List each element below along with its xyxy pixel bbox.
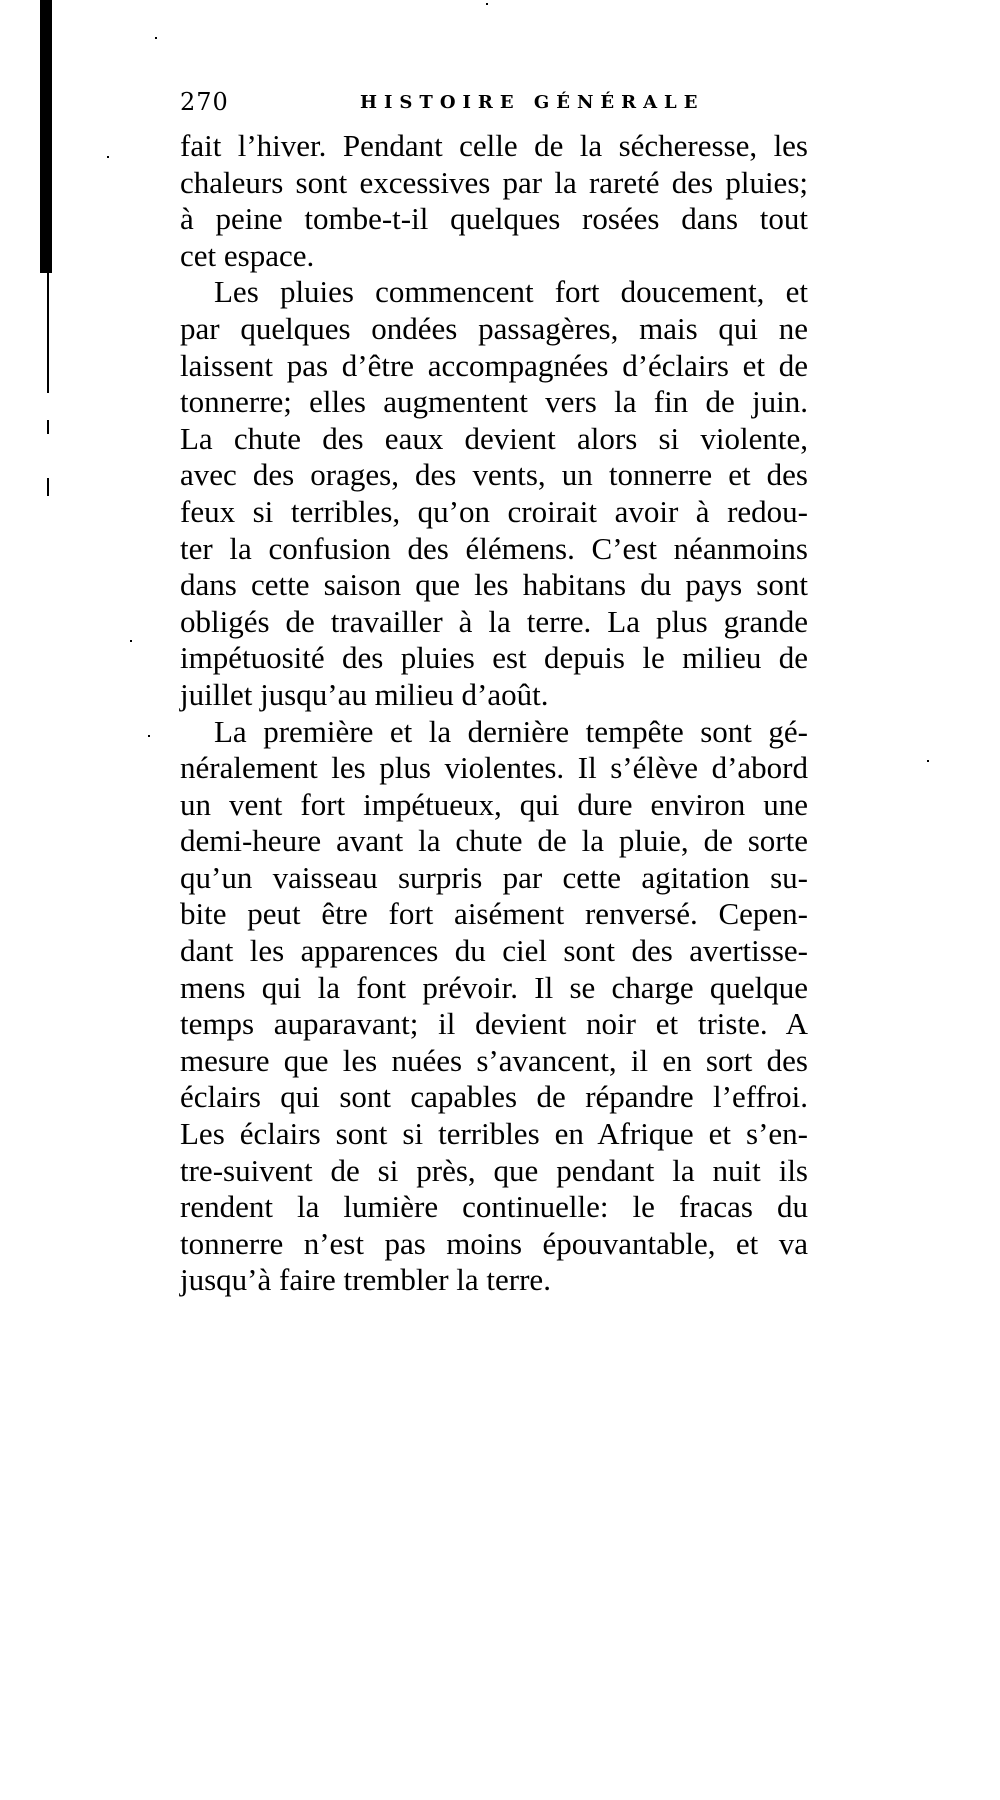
text-line: cet espace.	[180, 237, 315, 273]
text-line: juillet jusqu’au milieu d’août.	[180, 676, 549, 712]
text-line: impétuosité des pluies est depuis le milieu de	[180, 640, 808, 676]
scan-edge-dash	[47, 478, 49, 496]
text-line: feux si terribles, qu’on croirait avoir à redou-	[180, 493, 808, 529]
paragraph	[180, 128, 808, 274]
page-number: 270	[180, 88, 229, 116]
text-line: par quelques ondées passagères, mais qui ne	[180, 310, 808, 346]
text-line: laissent pas d’être accompagnées d’éclairs et de	[180, 347, 808, 383]
text-line: fait l’hiver. Pendant celle de la sécheresse, les	[180, 128, 808, 163]
text-line: un vent fort impétueux, qui dure environ une	[180, 786, 808, 822]
text-line: mesure que les nuées s’avancent, il en sort des	[180, 1042, 808, 1078]
text-line: demi-heure avant la chute de la pluie, de sorte	[180, 823, 808, 859]
text-line: bite peut être fort aisément renversé. Cepen-	[180, 896, 808, 932]
scan-speck	[107, 156, 109, 158]
text-line: dans cette saison que les habitans du pays sont	[180, 567, 808, 603]
scan-speck	[148, 735, 150, 737]
body-text	[180, 128, 808, 1299]
scan-edge-bar	[40, 0, 52, 273]
text-line: qu’un vaisseau surpris par cette agitation su-	[180, 859, 808, 895]
text-line: dant les apparences du ciel sont des avertisse-	[180, 933, 808, 969]
text-line: éclairs qui sont capables de répandre l’effroi.	[180, 1079, 808, 1115]
text-line: La première et la dernière tempête sont gé-	[214, 713, 808, 749]
text-line: à peine tombe-t-il quelques rosées dans tout	[180, 201, 808, 237]
text-line: Les pluies commencent fort doucement, et	[214, 274, 808, 310]
text-line: tonnerre; elles augmentent vers la fin de juin.	[180, 384, 808, 420]
scan-edge-line	[47, 273, 49, 393]
text-line: jusqu’à faire trembler la terre.	[180, 1262, 551, 1298]
scan-speck	[155, 37, 157, 39]
text-line: mens qui la font prévoir. Il se charge quelque	[180, 969, 808, 1005]
scan-speck	[130, 640, 132, 642]
text-line: rendent la lumière continuelle: le fracas du	[180, 1189, 808, 1225]
text-line: tre-suivent de si près, que pendant la nuit ils	[180, 1152, 808, 1188]
text-line: La chute des eaux devient alors si violente,	[180, 420, 808, 456]
scan-speck	[927, 760, 929, 762]
text-line: avec des orages, des vents, un tonnerre et des	[180, 457, 808, 493]
scan-speck	[486, 3, 488, 5]
scan-edge-dash	[47, 420, 49, 434]
running-title: HISTOIRE GÉNÉRALE	[360, 92, 705, 113]
paragraph	[180, 274, 808, 713]
text-line: ter la confusion des élémens. C’est néanmoins	[180, 530, 808, 566]
text-line: chaleurs sont excessives par la rareté des pluies;	[180, 164, 808, 200]
text-line: tonnerre n’est pas moins épouvantable, et va	[180, 1225, 808, 1261]
paragraph	[180, 714, 808, 1300]
text-line: temps auparavant; il devient noir et triste. A	[180, 1006, 808, 1042]
text-line: Les éclairs sont si terribles en Afrique et s’en-	[180, 1116, 808, 1152]
page-header	[180, 88, 820, 122]
text-line: obligés de travailler à la terre. La plus grande	[180, 603, 808, 639]
text-line: néralement les plus violentes. Il s’élève d’abord	[180, 750, 808, 786]
